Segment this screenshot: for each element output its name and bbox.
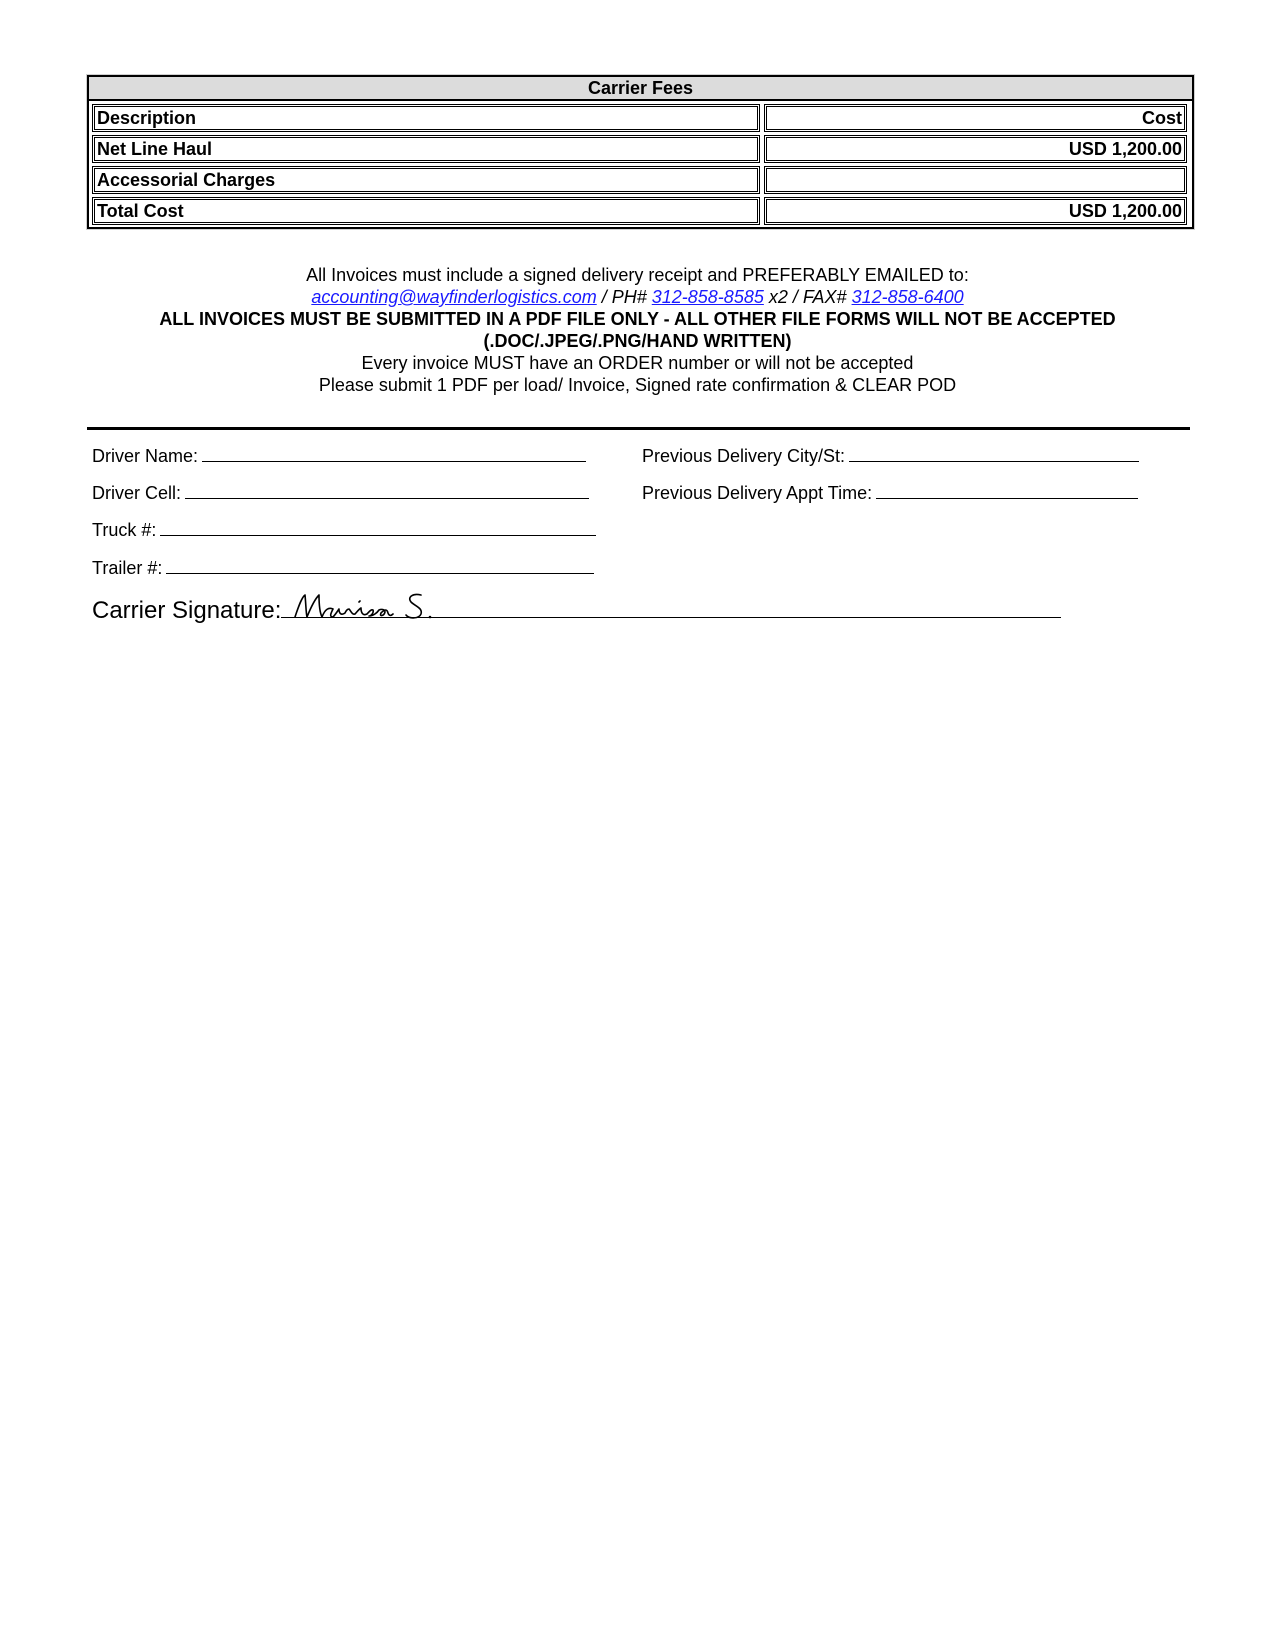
header-cost: Cost	[764, 104, 1187, 132]
notice-line-6: Please submit 1 PDF per load/ Invoice, Signed rate confirmation & CLEAR POD	[318, 375, 957, 395]
trailer-label: Trailer #:	[92, 558, 163, 578]
phone-link[interactable]: 312-858-8585	[651, 287, 764, 307]
carrier-fees-title: Carrier Fees	[89, 77, 1192, 101]
table-header-row	[92, 104, 1189, 132]
fax-link[interactable]: 312-858-6400	[851, 287, 964, 307]
signature-line[interactable]	[281, 597, 1061, 618]
section-divider	[87, 427, 1190, 430]
driver-name-blank[interactable]	[202, 447, 586, 462]
table-row	[92, 166, 1189, 194]
previous-delivery-appt-label: Previous Delivery Appt Time:	[642, 483, 873, 503]
notice-line-3: ALL INVOICES MUST BE SUBMITTED IN A PDF FILE ONLY - ALL OTHER FILE FORMS WILL NOT BE ACCEPTED	[159, 309, 1116, 329]
carrier-fees-body	[89, 101, 1192, 227]
notice-line-5: Every invoice MUST have an ORDER number or will not be accepted	[361, 353, 914, 373]
carrier-fees-table	[87, 75, 1194, 229]
fax-label: x2 / FAX#	[763, 287, 852, 307]
header-description: Description	[92, 104, 760, 132]
truck-label: Truck #:	[92, 520, 157, 540]
row-description: Accessorial Charges	[92, 166, 760, 194]
row-cost: USD 1,200.00	[764, 197, 1187, 225]
table-row	[92, 197, 1189, 225]
truck-field[interactable]	[92, 520, 596, 541]
signature-label: Carrier Signature:	[92, 597, 282, 624]
email-link[interactable]: accounting@wayfinderlogistics.com	[311, 287, 597, 307]
row-cost: USD 1,200.00	[764, 135, 1187, 163]
notice-line-1: All Invoices must include a signed delivery receipt and PREFERABLY EMAILED to:	[306, 265, 969, 285]
row-description: Net Line Haul	[92, 135, 760, 163]
table-row	[92, 135, 1189, 163]
invoice-notice	[90, 264, 1185, 396]
driver-name-label: Driver Name:	[92, 446, 199, 466]
trailer-blank[interactable]	[166, 559, 594, 574]
previous-delivery-city-field[interactable]	[642, 446, 1139, 467]
row-cost	[764, 166, 1187, 194]
truck-blank[interactable]	[160, 521, 596, 536]
previous-delivery-city-blank[interactable]	[849, 447, 1139, 462]
driver-cell-field[interactable]	[92, 483, 589, 504]
carrier-signature[interactable]	[92, 597, 1061, 625]
row-description: Total Cost	[92, 197, 760, 225]
previous-delivery-appt-blank[interactable]	[876, 484, 1138, 499]
previous-delivery-city-label: Previous Delivery City/St:	[642, 446, 846, 466]
phone-label: / PH#	[596, 287, 652, 307]
driver-name-field[interactable]	[92, 446, 586, 467]
notice-line-4: (.DOC/.JPEG/.PNG/HAND WRITTEN)	[483, 331, 792, 351]
handwritten-signature	[289, 587, 449, 627]
driver-cell-label: Driver Cell:	[92, 483, 182, 503]
previous-delivery-appt-field[interactable]	[642, 483, 1138, 504]
driver-cell-blank[interactable]	[185, 484, 589, 499]
trailer-field[interactable]	[92, 558, 594, 579]
notice-contact-line	[90, 286, 1185, 308]
